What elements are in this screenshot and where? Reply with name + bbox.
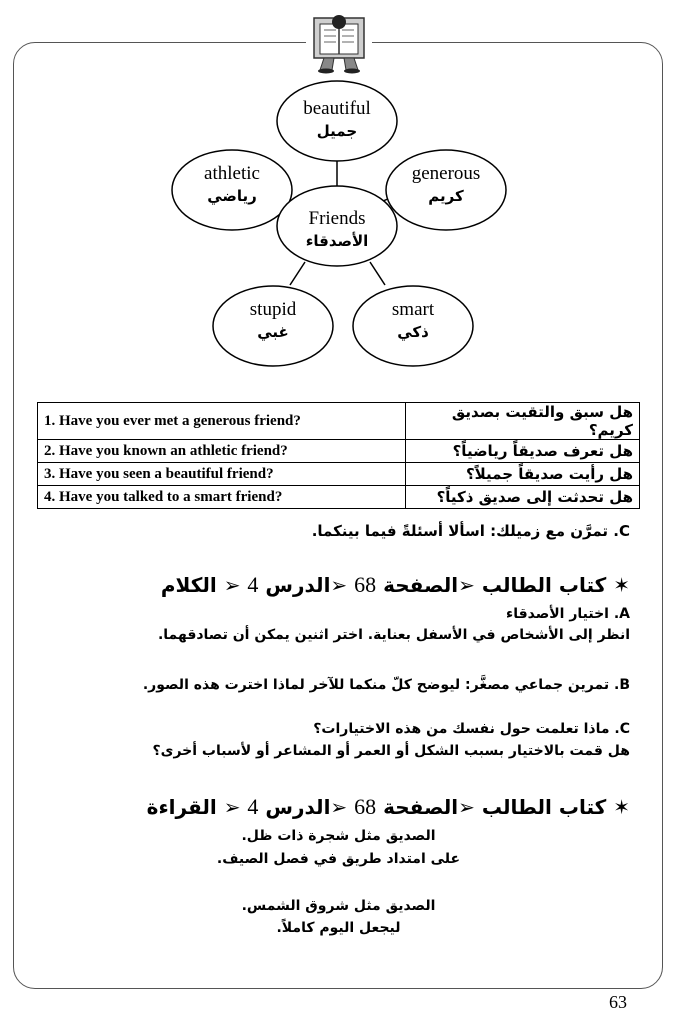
node-athletic-ar: رياضي [207, 187, 257, 205]
section-heading-reading [147, 794, 630, 820]
heading-book-page: كتاب الطالب ➢الصفحة [383, 573, 607, 597]
table-row [38, 403, 640, 440]
question-en: 3. Have you seen a beautiful friend? [38, 463, 406, 486]
exercise-a-title: A. اختيار الأصدقاء [506, 606, 630, 622]
node-stupid [198, 299, 348, 343]
exercise-c-instruction: C. تمرَّن مع زميلك: اسألا أسئلةً فيما بينكما. [311, 522, 630, 540]
table-row [38, 486, 640, 509]
exercise-c-title: C. ماذا تعلمت حول نفسك من هذه الاختيارات؟ [313, 721, 630, 737]
node-friends-en: Friends [308, 208, 366, 229]
reading-line: ليجعل اليوم كاملاً. [276, 920, 401, 936]
question-ar: هل رأيت صديقاً جميلاً؟ [406, 463, 640, 486]
exercise-c-text: هل قمت بالاختيار بسبب الشكل أو العمر أو المشاعر أو لأسباب أخرى؟ [152, 743, 630, 759]
exercise-b-text: B. تمرين جماعي مصغَّر: ليوضح كلّ منكما للآخر لماذا اخترت هذه الصور. [142, 677, 630, 693]
heading-page-number: 68 [354, 572, 377, 597]
node-friends [262, 208, 412, 252]
reading-line: على امتداد طريق في فصل الصيف. [216, 851, 461, 867]
node-stupid-ar: غبي [257, 323, 289, 341]
heading-topic: ➢ الكلام [160, 573, 241, 597]
node-smart [338, 299, 488, 343]
node-athletic [157, 163, 307, 207]
node-generous-en: generous [411, 163, 481, 184]
exercise-a-text: انظر إلى الأشخاص في الأسفل بعناية. اختر اثنين يمكن أن تصادقهما. [157, 627, 630, 643]
heading-lesson-number: 4 [247, 794, 259, 819]
question-en: 4. Have you talked to a smart friend? [38, 486, 406, 509]
node-stupid-en: stupid [249, 299, 297, 320]
node-generous-ar: كريم [428, 187, 464, 205]
question-ar: هل تحدثت إلى صديق ذكياً؟ [406, 486, 640, 509]
questions-table [37, 402, 640, 509]
heading-lesson-number: 4 [247, 572, 259, 597]
node-beautiful-en: beautiful [303, 98, 371, 119]
question-en: 1. Have you ever met a generous friend? [38, 403, 406, 440]
heading-lesson-label: ➢الدرس [265, 795, 348, 819]
section-heading-speaking [161, 572, 630, 598]
star-icon: ✶ [613, 795, 630, 819]
question-ar: هل سبق والتقيت بصديق كريم؟ [406, 403, 640, 440]
node-athletic-en: athletic [204, 163, 260, 184]
node-friends-ar: الأصدقاء [305, 232, 369, 250]
reading-line: الصديق مثل شروق الشمس. [241, 898, 436, 914]
page-number: 63 [609, 992, 627, 1012]
heading-book-page: كتاب الطالب ➢الصفحة [383, 795, 607, 819]
table-row [38, 463, 640, 486]
node-beautiful [262, 98, 412, 142]
table-row [38, 440, 640, 463]
node-smart-ar: ذكي [397, 323, 429, 341]
question-ar: هل تعرف صديقاً رياضياً؟ [406, 440, 640, 463]
question-en: 2. Have you known an athletic friend? [38, 440, 406, 463]
node-generous [371, 163, 521, 207]
node-beautiful-ar: جميل [316, 122, 358, 140]
node-smart-en: smart [391, 299, 435, 320]
heading-lesson-label: ➢الدرس [265, 573, 348, 597]
heading-page-number: 68 [354, 794, 377, 819]
heading-topic: ➢ القراءة [146, 795, 241, 819]
star-icon: ✶ [613, 573, 630, 597]
reading-line: الصديق مثل شجرة ذات ظل. [241, 828, 436, 844]
